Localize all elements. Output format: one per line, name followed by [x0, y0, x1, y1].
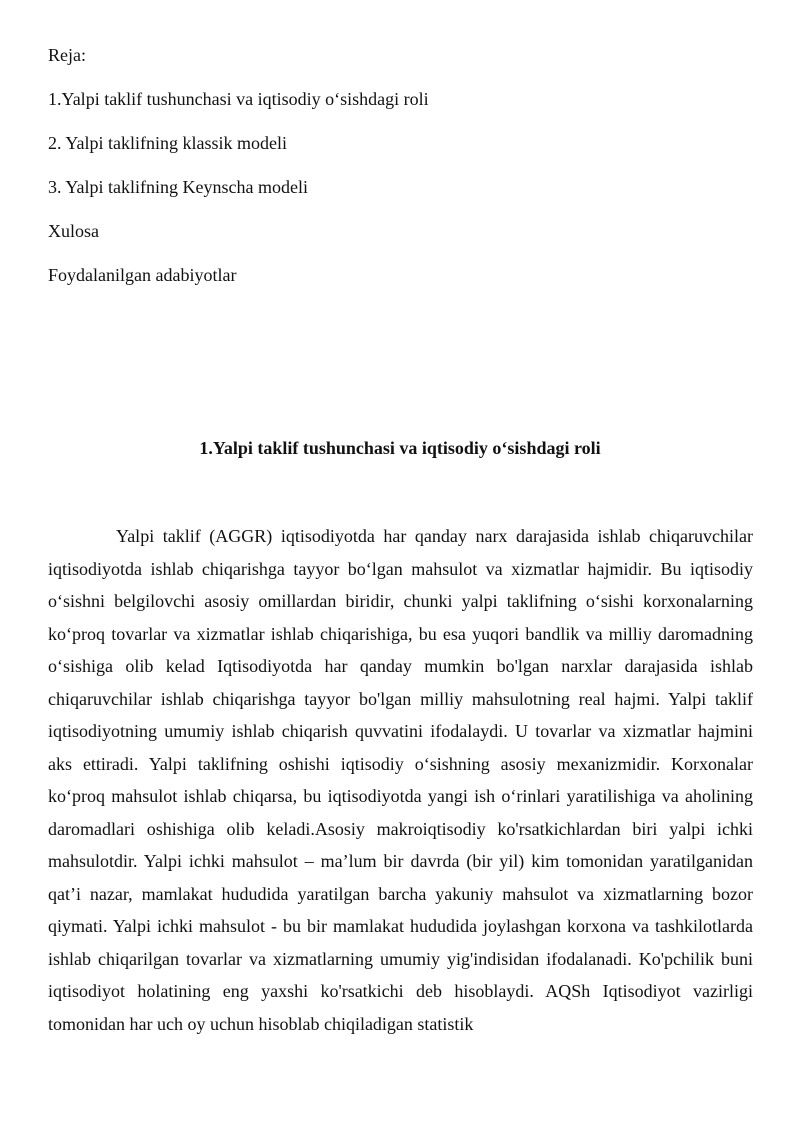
body-paragraph: Yalpi taklif (AGGR) iqtisodiyotda har qanday narx darajasida ishlab chiqaruvchilar iqtisodiyotda ishlab chiqarishga tayyor bo‘lgan mahsulot va xizmatlar hajmidir. Bu iqtisodiy o‘sishni belgilovchi asosiy omillardan biridir, chunki yalpi taklifning o‘sishi korxonalarning ko‘proq tovarlar va xizmatlar ishlab chiqarishiga, bu esa yuqori bandlik va milliy daromadning o‘sishiga olib kelad Iqtisodiyotda har qanday mumkin bo'lgan narxlar darajasida ishlab chiqaruvchilar ishlab chiqarishga tayyor bo'lgan milliy mahsulotning real hajmi. Yalpi taklif iqtisodiyotning umumiy ishlab chiqarish quvvatini ifodalaydi. U tovarlar va xizmatlar hajmini aks ettiradi. Yalpi taklifning oshishi iqtisodiy o‘sishning asosiy mexanizmidir. Korxonalar ko‘proq mahsulot ishlab chiqarsa, bu iqtisodiyotda yangi ish o‘rinlari yaratilishiga va aholining daromadlari oshishiga olib keladi.Asosiy makroiqtisodiy ko'rsatkichlardan biri yalpi ichki mahsulotdir. Yalpi ichki mahsulot – ma’lum bir davrda (bir yil) kim tomonidan yaratilganidan qat’i nazar, mamlakat hududida yaratilgan barcha yakuniy mahsulot va xizmatlarning bozor qiymati. Yalpi ichki mahsulot - bu bir mamlakat hududida joylashgan korxona va tashkilotlarda ishlab chiqarilgan tovarlar va xizmatlarning umumiy yig'indisidan ifodalanadi. Ko'pchilik buni iqtisodiyot holatining eng yaxshi ko'rsatkichi deb hisoblaydi. AQSh Iqtisodiyot vazirligi tomonidan har uch oy uchun hisoblab chiqiladigan statistik — [48, 526, 753, 1034]
toc-item: Foydalanilgan adabiyotlar — [48, 265, 237, 285]
section-heading: 1.Yalpi taklif tushunchasi va iqtisodiy o‘sishdagi roli — [199, 438, 601, 458]
toc-item: 1.Yalpi taklif tushunchasi va iqtisodiy o‘sishdagi roli — [48, 89, 429, 109]
toc-item: Xulosa — [48, 221, 99, 241]
table-of-contents — [48, 44, 768, 308]
toc-item: 2. Yalpi taklifning klassik modeli — [48, 133, 288, 153]
toc-item: 3. Yalpi taklifning Keynscha modeli — [48, 177, 308, 197]
toc-heading: Reja: — [48, 45, 86, 65]
